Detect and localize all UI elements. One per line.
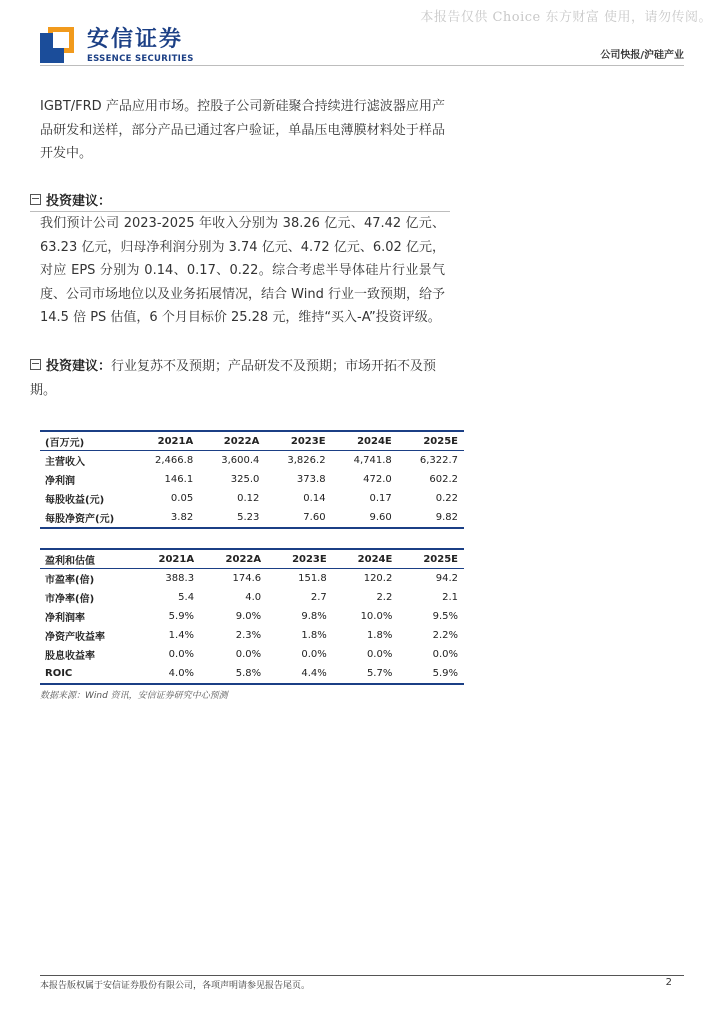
row-label: 市净率(倍) [45,594,95,605]
table-cell: 0.22 [435,493,458,504]
row-label: 净资产收益率 [45,632,105,643]
logo-mark-icon [40,27,80,65]
table-cell: 5.7% [333,664,399,684]
table-cell: 3,600.4 [221,455,260,466]
table-row [40,626,464,645]
table-header-cell: 2025E [398,431,464,451]
table-cell: 9.0% [235,611,262,622]
row-label: ROIC [40,664,133,684]
table-cell: 1.8% [366,630,393,641]
table-cell: 5.8% [200,664,267,684]
table-row [40,645,464,664]
table-cell: 388.3 [165,573,195,584]
table-cell: 151.8 [298,573,327,584]
table-row [40,569,464,589]
table-header-cell: 盈利和估值 [40,549,133,569]
table-cell: 4.4% [267,664,333,684]
table-cell: 0.0% [301,649,327,660]
table-cell: 5.9% [398,664,464,684]
report-category: 公司快报/沪硅产业 [600,50,684,61]
brand-name-en: ESSENCE SECURITIES [87,54,194,64]
table-cell: 0.0% [432,649,458,660]
table-cell: 2.3% [235,630,262,641]
data-source-note: 数据来源：Wind 资讯，安信证券研究中心预测 [40,691,228,701]
table-cell: 5.23 [199,508,265,528]
brand-name-cn: 安信证券 [87,27,184,52]
table-cell: 6,322.7 [419,455,458,466]
table-cell: 9.5% [432,611,458,622]
table-header-cell: (百万元) [40,431,133,451]
table-cell: 325.0 [230,474,260,485]
footer-divider [40,975,684,976]
table-cell: 1.8% [301,630,327,641]
table-cell: 94.2 [435,573,458,584]
table-cell: 7.60 [265,508,331,528]
table-cell: 602.2 [429,474,458,485]
table-cell: 4,741.8 [353,455,392,466]
company-logo [40,27,194,65]
table-header-cell: 2021A [133,549,200,569]
table-cell: 1.4% [168,630,195,641]
footer-disclaimer: 本报告版权属于安信证券股份有限公司，各项声明请参见报告尾页。 [40,981,311,991]
watermark: 本报告仅供 Choice 东方财富 使用，请勿传阅。 [420,10,712,25]
table-cell: 0.12 [237,493,260,504]
table-header-cell: 2025E [398,549,464,569]
table-row [40,607,464,626]
table-header-cell: 2022A [200,549,267,569]
table-cell: 2,466.8 [155,455,194,466]
table-cell: 9.60 [332,508,398,528]
table-cell: 0.0% [168,649,195,660]
table-cell: 9.82 [398,508,464,528]
row-label: 每股收益(元) [45,495,105,506]
table-cell: 5.4 [178,592,195,603]
page-number: 2 [665,977,672,988]
table-cell: 146.1 [164,474,194,485]
table-cell: 0.05 [170,493,194,504]
table-row [40,588,464,607]
table-header-cell: 2022A [199,431,265,451]
table-header-cell: 2024E [332,431,398,451]
table-cell: 0.0% [235,649,262,660]
table-cell: 2.2 [376,592,393,603]
table-row [40,508,464,528]
row-label: 主营收入 [45,457,85,468]
investment-paragraph: 我们预计公司 2023-2025 年收入分别为 38.26 亿元、47.42 亿元、63.23 亿元，归母净利润分别为 3.74 亿元、4.72 亿元、6.02 亿元，对应 EPS 分别为 0.14、0.17、0.22。综合考虑半导体硅片行业景气度、公司市场地位以及业务拓展情况，结合 Wind 行业一致预期，给予 14.5 倍 PS 估值，6 个月目标价 25.28 元，维持“买入-A”投资评级。 [40,216,445,325]
table-cell: 472.0 [363,474,392,485]
table-header-cell: 2024E [333,549,399,569]
table-cell: 3.82 [133,508,199,528]
header-divider [40,65,684,66]
table-cell: 3,826.2 [287,455,326,466]
table-cell: 120.2 [363,573,393,584]
table-header-cell: 2023E [265,431,331,451]
table-header-row [40,431,464,451]
row-label: 净利润 [45,476,75,487]
financial-table [40,430,464,529]
table-cell: 4.0% [133,664,200,684]
table-cell: 0.17 [369,493,392,504]
table-cell: 4.0 [245,592,262,603]
table-cell: 373.8 [296,474,326,485]
table-row [40,489,464,508]
table-header-cell: 2023E [267,549,333,569]
row-label: 股息收益率 [45,651,95,662]
table-row [40,664,464,684]
section-bullet-icon [30,359,41,370]
risk-heading: 投资建议： [46,359,112,374]
table-row [40,470,464,489]
investment-heading-text: 投资建议： [46,194,112,209]
investment-heading [30,190,111,209]
table-cell: 0.14 [303,493,326,504]
section-bullet-icon [30,194,41,205]
table-cell: 9.8% [301,611,327,622]
table-header-row [40,549,464,569]
table-header-cell: 2021A [133,431,199,451]
row-label: 净利润率 [45,613,85,624]
table-cell: 174.6 [232,573,262,584]
table-cell: 10.0% [360,611,393,622]
table-cell: 5.9% [168,611,195,622]
intro-paragraph: IGBT/FRD 产品应用市场。控股子公司新硅聚合持续进行滤波器应用产品研发和送样，部分产品已通过客户验证，单晶压电薄膜材料处于样品开发中。 [40,99,445,161]
row-label: 每股净资产(元) [40,508,133,528]
risk-text: 行业复苏不及预期；产品研发不及预期；市场开拓不及预期。 [30,359,437,398]
table-cell: 2.1 [442,592,458,603]
valuation-table [40,548,464,685]
risk-paragraph [30,355,448,402]
table-cell: 2.7 [310,592,327,603]
table-cell: 2.2% [432,630,458,641]
row-label: 市盈率(倍) [45,575,95,586]
table-cell: 0.0% [366,649,393,660]
table-row [40,451,464,471]
